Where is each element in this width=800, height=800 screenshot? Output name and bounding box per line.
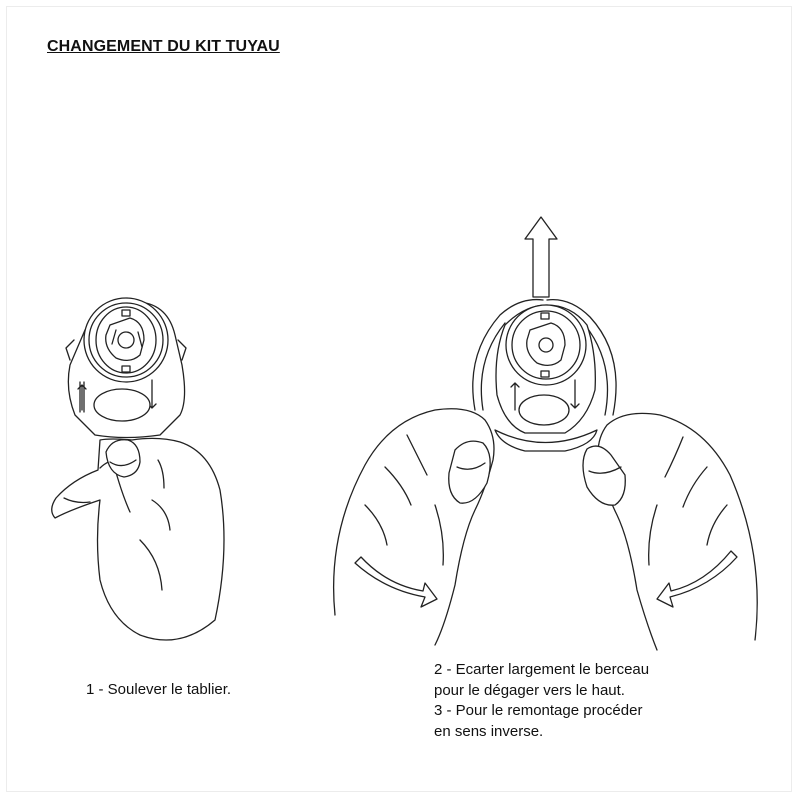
step-1-text: 1 - Soulever le tablier. (86, 681, 232, 698)
step-3-line-2: en sens inverse. (434, 722, 544, 740)
page-title: CHANGEMENT DU KIT TUYAU (47, 38, 280, 55)
pump-head-one-hand-icon (40, 290, 260, 660)
step-2-line-1: 2 - Ecarter largement le berceau (434, 661, 650, 678)
pump-head-two-hands-icon (325, 205, 765, 655)
step-2-caption (434, 660, 649, 701)
step-3-line-1: 3 - Pour le remontage procéder (434, 702, 643, 719)
step-1-caption (86, 680, 231, 701)
step-2-line-2: pour le dégager vers le haut. (434, 681, 625, 699)
step-3-caption (434, 701, 642, 742)
